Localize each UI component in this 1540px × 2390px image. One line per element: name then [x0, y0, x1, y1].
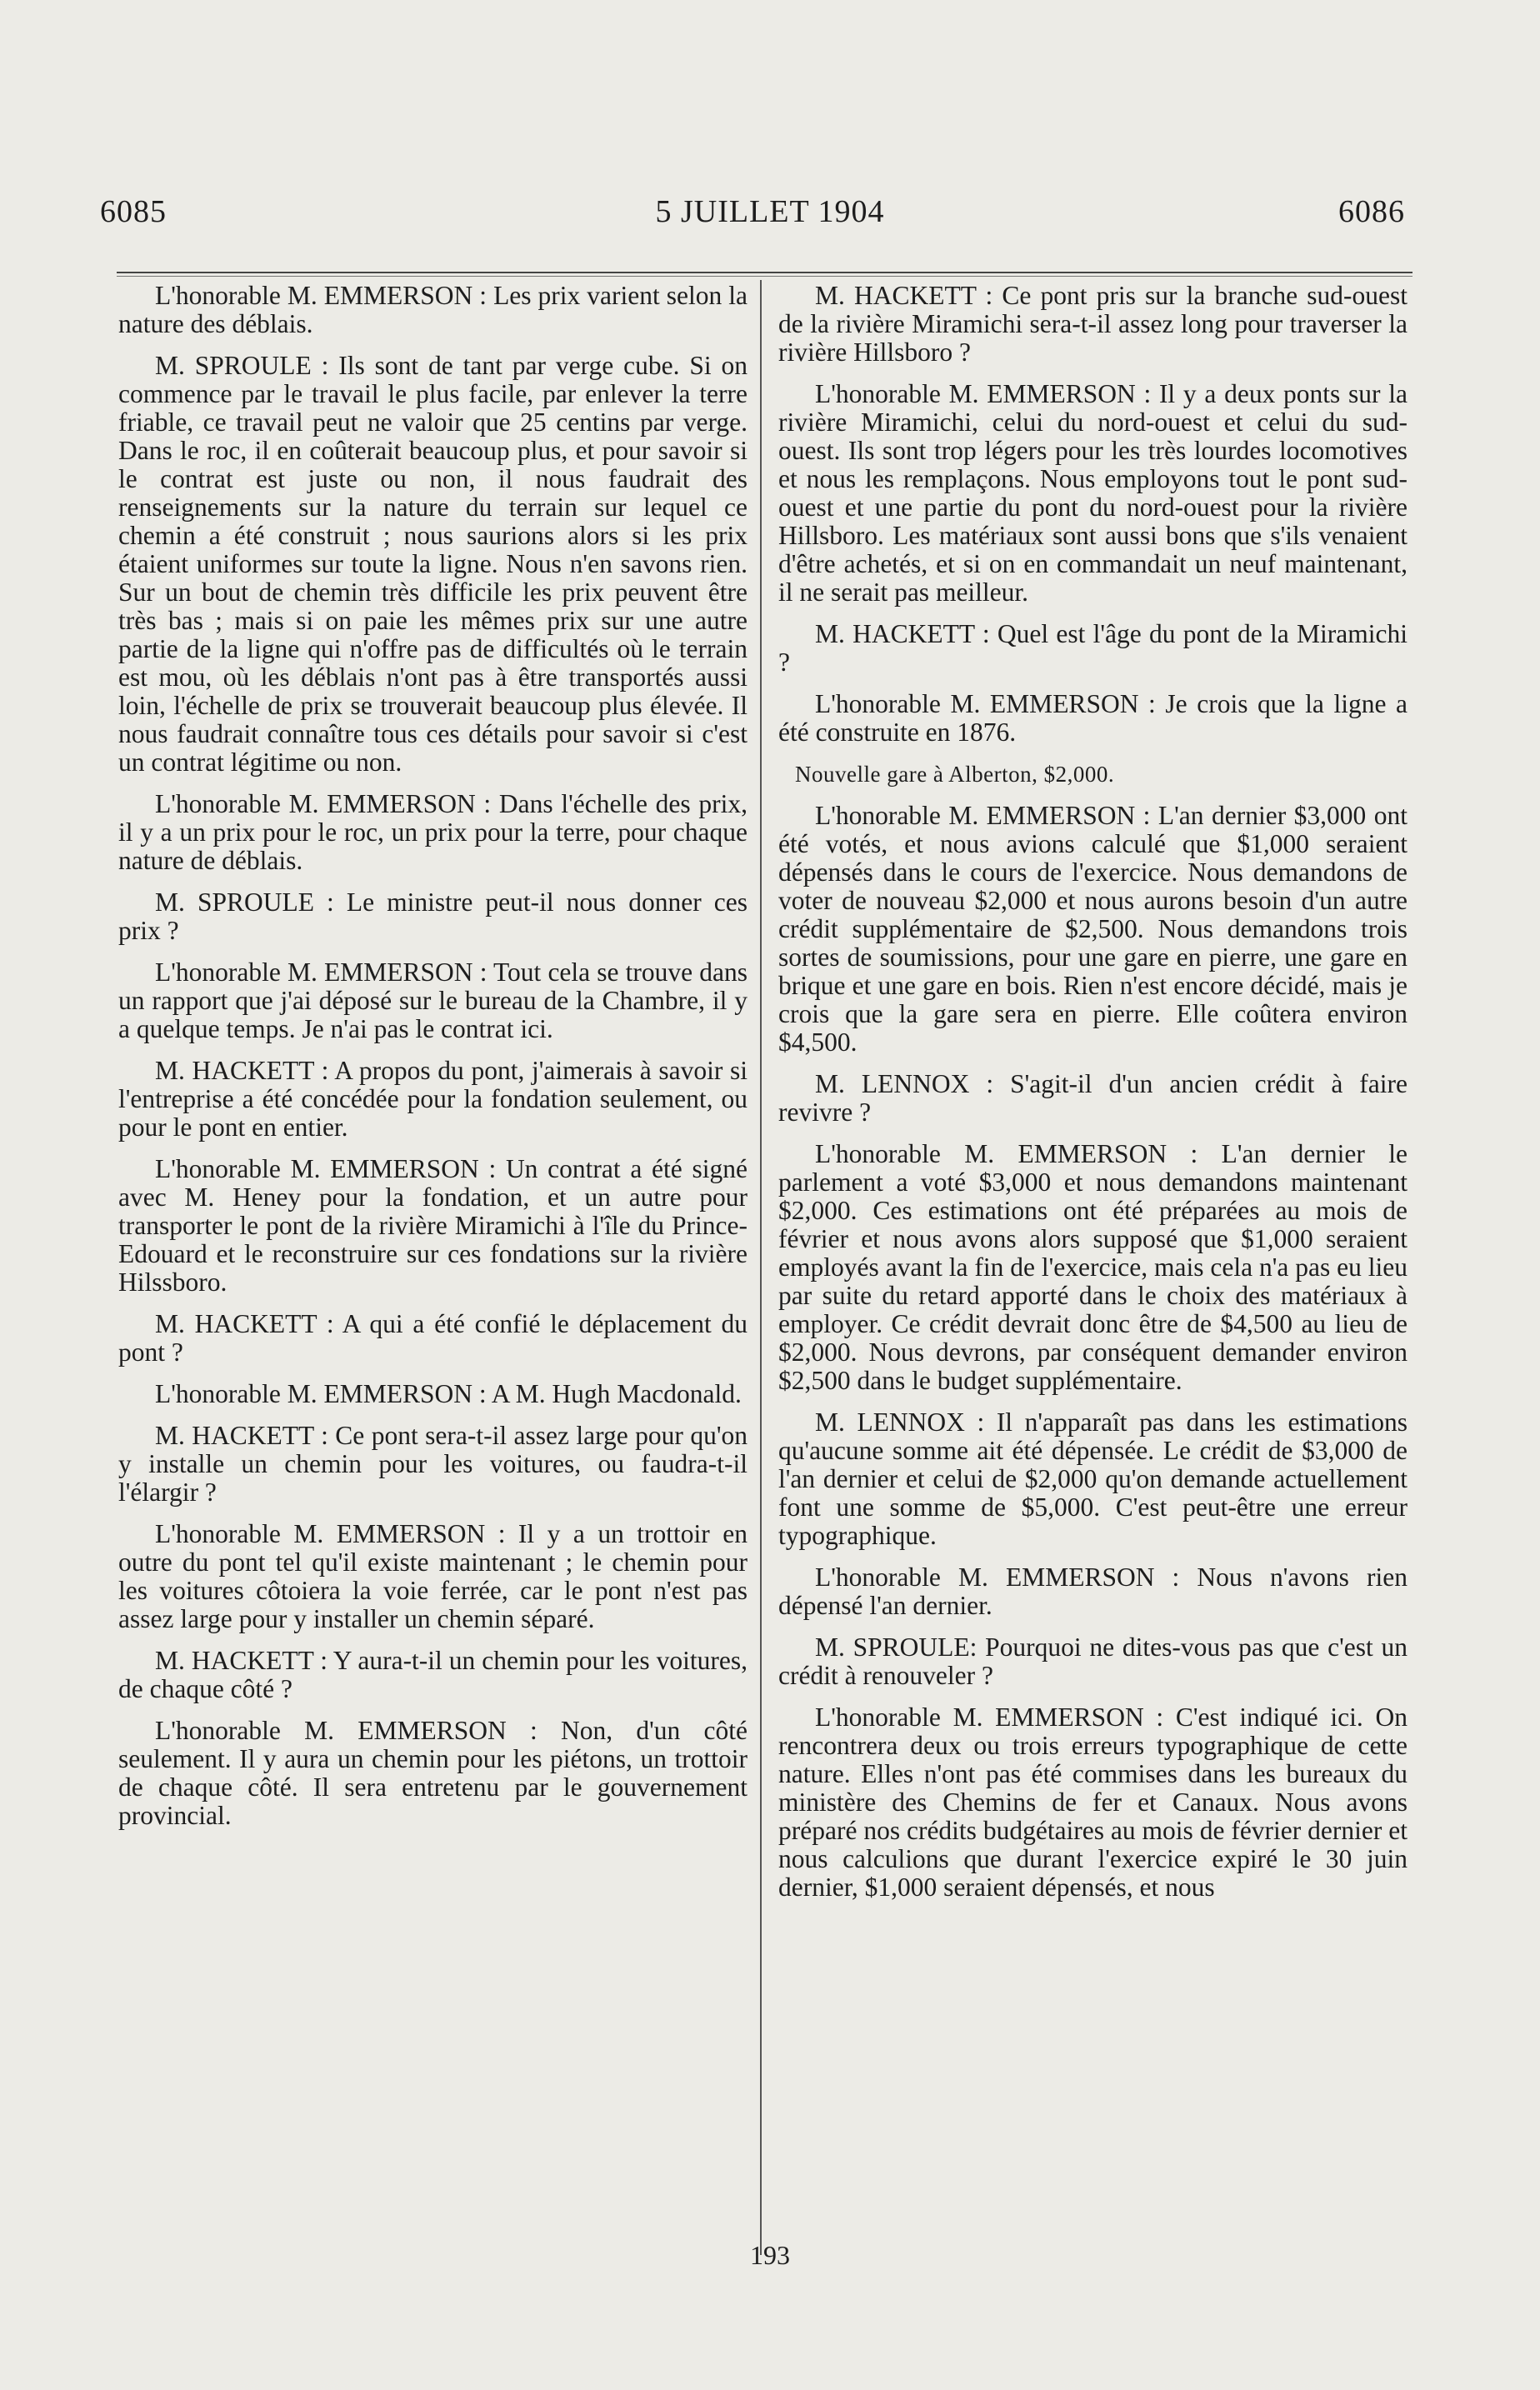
- paragraph: M. SPROULE : Ils sont de tant par verge cube. Si on commence par le travail le plus facile, par enlever la terre friable, ce travail peut ne valoir que 25 centins par verge. Dans le roc, il en coûterait beaucoup plus, et pour savoir si le contrat est juste ou non, il nous faudrait des renseignements sur la nature du terrain sur lequel ce chemin a été construit ; nous saurions alors si les prix étaient uniformes sur toute la ligne. Nous n'en savons rien. Sur un bout de chemin très difficile les prix peuvent être très bas ; mais si on paie les mêmes prix sur une autre partie de la ligne qui n'offre pas de difficultés où le terrain est mou, où les déblais n'ont pas à être transportés aussi loin, l'échelle de prix se trouverait beaucoup plus élevée. Il nous faudrait connaître tous ces détails pour savoir si c'est un contrat légitime ou non.: [118, 351, 748, 777]
- page-number-left: 6085: [100, 194, 167, 229]
- paragraph: M. HACKETT : Ce pont sera-t-il assez large pour qu'on y installe un chemin pour les voitures, ou faudra-t-il l'élargir ?: [118, 1421, 748, 1507]
- paragraph: L'honorable M. EMMERSON : Non, d'un côté seulement. Il y aura un chemin pour les piétons, un trottoir de chaque côté. Il sera entretenu par le gouvernement provincial.: [118, 1716, 748, 1830]
- paragraph: M. HACKETT : Y aura-t-il un chemin pour les voitures, de chaque côté ?: [118, 1646, 748, 1703]
- paragraph: M. SPROULE: Pourquoi ne dites-vous pas que c'est un crédit à renouveler ?: [778, 1632, 1408, 1690]
- section-subheading: Nouvelle gare à Alberton, $2,000.: [795, 762, 1115, 787]
- paragraph: L'honorable M. EMMERSON : Nous n'avons rien dépensé l'an dernier.: [778, 1562, 1408, 1620]
- page-title: 5 JUILLET 1904: [655, 194, 885, 229]
- paragraph: M. LENNOX : Il n'apparaît pas dans les estimations qu'aucune somme ait été dépensée. Le crédit de $3,000 de l'an dernier et celui de $2,000 qu'on demande actuellement font une somme de $5,000. C'est peut-être une erreur typographique.: [778, 1408, 1408, 1550]
- paragraph: M. HACKETT : A qui a été confié le déplacement du pont ?: [118, 1309, 748, 1367]
- page-number-right: 6086: [1338, 194, 1405, 229]
- paragraph: L'honorable M. EMMERSON : Il y a deux ponts sur la rivière Miramichi, celui du nord-ouest et celui du sud-ouest. Ils sont trop légers pour les très lourdes locomotives et nous les remplaçons. Nous employons tout le pont sud-ouest et une partie du pont du nord-ouest pour la rivière Hillsboro. Les matériaux sont aussi bons que s'ils venaient d'être achetés, et si on en commandait un neuf maintenant, il ne serait pas meilleur.: [778, 379, 1408, 607]
- paragraph: L'honorable M. EMMERSON : Il y a un trottoir en outre du pont tel qu'il existe maintenant ; le chemin pour les voitures côtoiera la voie ferrée, car le pont n'est pas assez large pour y installer un chemin séparé.: [118, 1519, 748, 1633]
- paragraph: L'honorable M. EMMERSON : C'est indiqué ici. On rencontrera deux ou trois erreurs typographique de cette nature. Elles n'ont pas été commises dans les bureaux du ministère des Chemins de fer et Canaux. Nous avons préparé nos crédits budgétaires au mois de février dernier et nous calculions que durant l'exercice expiré le 30 juin dernier, $1,000 seraient dépensés, et nous: [778, 1702, 1408, 1902]
- paragraph: M. HACKETT : Quel est l'âge du pont de la Miramichi ?: [778, 619, 1408, 677]
- paragraph: M. LENNOX : S'agit-il d'un ancien crédit à faire revivre ?: [778, 1069, 1408, 1127]
- paragraph: L'honorable M. EMMERSON : L'an dernier $3,000 ont été votés, et nous avions calculé que $1,000 seraient dépensés dans le cours de l'exercice. Nous demandons de voter de nouveau $2,000 et nous aurons besoin d'un autre crédit supplémentaire de $2,500. Nous demandons trois sortes de soumissions, pour une gare en pierre, une gare en brique et une gare en bois. Rien n'est encore décidé, mais je crois que la gare sera en pierre. Elle coûtera environ $4,500.: [778, 801, 1408, 1057]
- column-divider: [760, 280, 762, 2255]
- paragraph: L'honorable M. EMMERSON : L'an dernier le parlement a voté $3,000 et nous demandons maintenant $2,000. Ces estimations ont été préparées au mois de février et nous avons alors supposé que $1,000 seraient employés avant la fin de l'exercice, mais cela n'a pas eu lieu par suite du retard apporté dans le choix des matériaux à employer. Ce crédit devrait donc être de $4,500 au lieu de $2,000. Nous devrons, par conséquent demander environ $2,500 dans le budget supplémentaire.: [778, 1139, 1408, 1395]
- paragraph: M. SPROULE : Le ministre peut-il nous donner ces prix ?: [118, 888, 748, 945]
- paragraph: L'honorable M. EMMERSON : Je crois que la ligne a été construite en 1876.: [778, 689, 1408, 747]
- header-rule: [117, 272, 1412, 273]
- paragraph: L'honorable M. EMMERSON : A M. Hugh Macdonald.: [155, 1379, 742, 1408]
- header-rule-thin: [117, 276, 1412, 277]
- paragraph: L'honorable M. EMMERSON : Les prix varient selon la nature des déblais.: [118, 281, 748, 338]
- paragraph: M. HACKETT : Ce pont pris sur la branche sud-ouest de la rivière Miramichi sera-t-il assez long pour traverser la rivière Hillsboro ?: [778, 281, 1408, 367]
- paragraph: M. HACKETT : A propos du pont, j'aimerais à savoir si l'entreprise a été concédée pour la fondation seulement, ou pour le pont en entier.: [118, 1056, 748, 1142]
- left-column: [118, 282, 748, 1843]
- paragraph: L'honorable M. EMMERSON : Un contrat a été signé avec M. Heney pour la fondation, et un autre pour transporter le pont de la rivière Miramichi à l'île du Prince-Edouard et le reconstruire sur ces fondations sur la rivière Hilssboro.: [118, 1154, 748, 1297]
- page-footer-number: 193: [750, 2240, 790, 2270]
- paragraph: L'honorable M. EMMERSON : Dans l'échelle des prix, il y a un prix pour le roc, un prix pour la terre, pour chaque nature de déblais.: [118, 789, 748, 875]
- right-column: [778, 282, 1408, 1915]
- paragraph: L'honorable M. EMMERSON : Tout cela se trouve dans un rapport que j'ai déposé sur le bureau de la Chambre, il y a quelque temps. Je n'ai pas le contrat ici.: [118, 958, 748, 1043]
- page-header: [0, 193, 1540, 252]
